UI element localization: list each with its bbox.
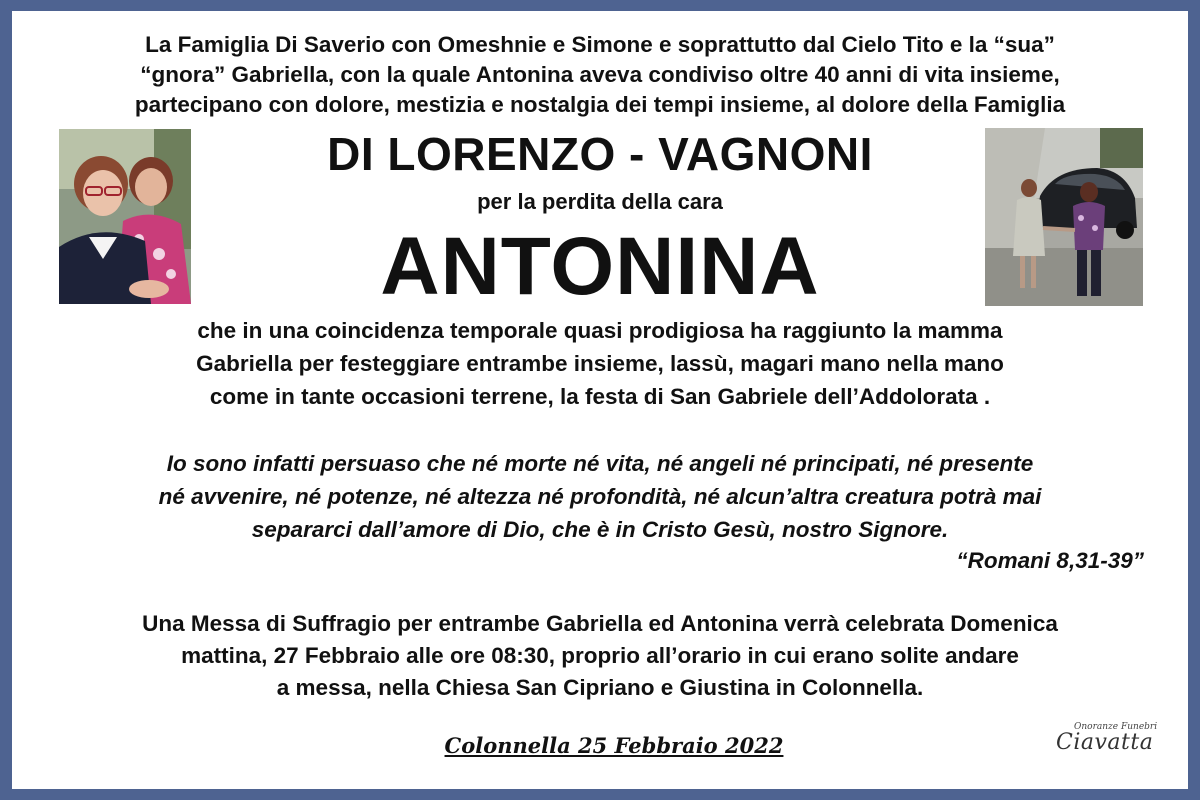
body-line-3: come in tante occasioni terrene, la festa di San Gabriele dell’Addolorata .	[209, 384, 991, 409]
logo-name: Ciavatta	[1056, 730, 1154, 755]
logo-subtitle: Onoranze Funebri	[1074, 722, 1158, 732]
verse-line-1: Io sono infatti persuaso che né morte né vita, né angeli né principati, né presente	[166, 451, 1034, 476]
family-name: DI LORENZO - VAGNONI	[327, 128, 873, 180]
intro-line-2: “gnora” Gabriella, con la quale Antonina aveva condiviso oltre 40 anni di vita insieme,	[140, 62, 1060, 87]
verse-line-3: separarci dall’amore di Dio, che è in Cristo Gesù, nostro Signore.	[251, 517, 949, 542]
intro-line-3: partecipano con dolore, mestizia e nostalgia dei tempi insieme, al dolore della Famiglia	[134, 92, 1066, 117]
deceased-name: ANTONINA	[380, 221, 820, 312]
photo-two-women-walking	[985, 128, 1143, 306]
body-line-2: Gabriella per festeggiare entrambe insieme, lassù, magari mano nella mano	[196, 351, 1004, 376]
verse-citation: “Romani 8,31-39”	[956, 548, 1144, 573]
funeral-home-logo	[1052, 718, 1162, 764]
mass-line-3: a messa, nella Chiesa San Cipriano e Giustina in Colonnella.	[276, 675, 924, 700]
place-date: Colonnella 25 Febbraio 2022	[444, 733, 784, 758]
photo-two-women-portrait	[59, 129, 191, 304]
verse-line-2: né avvenire, né potenze, né altezza né profondità, né alcun’altra creatura potrà mai	[158, 484, 1042, 509]
mass-line-1: Una Messa di Suffragio per entrambe Gabriella ed Antonina verrà celebrata Domenica	[142, 611, 1058, 636]
body-line-1: che in una coincidenza temporale quasi prodigiosa ha raggiunto la mamma	[197, 318, 1003, 343]
intro-line-1: La Famiglia Di Saverio con Omeshnie e Simone e soprattutto dal Cielo Tito e la “sua”	[145, 32, 1055, 57]
mass-line-2: mattina, 27 Febbraio alle ore 08:30, proprio all’orario in cui erano solite andare	[181, 643, 1019, 668]
loss-line: per la perdita della cara	[477, 189, 723, 214]
